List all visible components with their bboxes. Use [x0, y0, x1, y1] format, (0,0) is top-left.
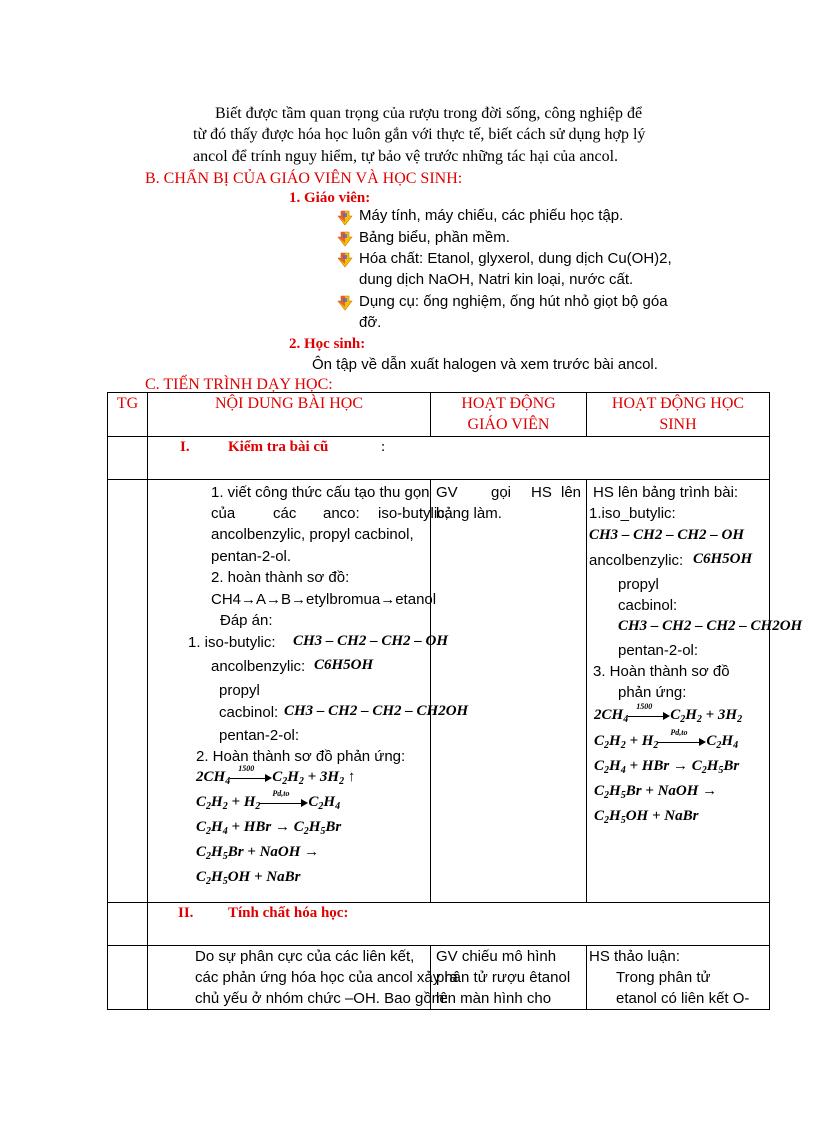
section-c-title: C. TIẾN TRÌNH DẠY HỌC: — [145, 376, 333, 393]
bullet-icon — [337, 295, 353, 316]
teacher-item-3: Hóa chất: Etanol, glyxerol, dung dịch Cu(OH)2, — [359, 250, 672, 267]
reaction-1: $2CH_4$ 1500 $C_2H_2 + 3H_2$ — [594, 701, 743, 725]
bullet-icon — [337, 252, 353, 273]
header-teacher: HOẠT ĐỘNG GIÁO VIÊN — [431, 393, 587, 437]
header-content: NỘI DUNG BÀI HỌC — [148, 393, 431, 437]
header-student: HOẠT ĐỘNG HỌC SINH — [587, 393, 770, 437]
student-cell-1: HS lên bảng trình bài: 1.iso_butylic: CH3 – CH2 – CH2 – OH ancolbenzylic: C6H5OH propyl cacbinol: CH3 – CH2 – CH2 – CH2OH pentan-2-ol: 3. Hoàn thành sơ đồ phản ứng: $2CH_4$ 1500 $C_2H_2 + 3H_2$ $C_2H_2 + H_2$ Pd,to $C_2H_4$ $C_2H_4$ + HBr → $C_2H_5Br$ $C_2H_5Br$ + NaOH → $C_2H_5OH$ + NaBr — [587, 480, 770, 903]
section-1-heading: I. Kiểm tra bài cũ : — [148, 437, 770, 480]
reaction-3: $C_2H_4$ + HBr → $C_2H_5Br$ — [594, 758, 740, 776]
formula: CH3 – CH2 – CH2 – OH — [293, 633, 449, 649]
teacher-heading: 1. Giáo viên: — [289, 190, 371, 206]
section-2-title: Tính chất hóa học: — [228, 905, 349, 921]
teacher-cell-1: GV gọi HS lên bảng làm. — [431, 480, 587, 903]
reaction-5: $C_2H_5OH$ + NaBr — [196, 869, 301, 887]
header-tg: TG — [108, 393, 148, 437]
content-cell-1: 1. viết công thức cấu tạo thu gọn của các anco: iso-butylic, ancolbenzylic, propyl cacbinol, pentan-2-ol. 2. hoàn thành sơ đồ: CH4→A→B→etylbromua→etanol Đáp án: 1. iso-butylic: CH3 – CH2 – CH2 – OH ancolbenzylic: C6H5OH propyl cacbinol: CH3 – CH2 – CH2 – CH2OH pentan-2-ol: 2. Hoàn thành sơ đồ phản ứng: $2CH_4$ 1500 $C_2H_2 + 3H_2$ ↑ $C_2H_2 + H_2$ Pd,to $C_2H_4$ $C_2H_4$ + HBr → $C_2H_5Br$ $C_2H_5Br$ + NaOH → $C_2H_5OH$ + NaBr — [148, 480, 431, 903]
teacher-item-4b: đỡ. — [359, 314, 382, 331]
formula: C6H5OH — [693, 551, 753, 567]
reaction-5: $C_2H_5OH$ + NaBr — [594, 808, 699, 826]
teacher-item-3b: dung dịch NaOH, Natri kin loại, nước cất. — [359, 271, 634, 288]
content-cell-2: Do sự phân cực của các liên kết, các phản ứng hóa học của ancol xảy ra chủ yếu ở nhóm chức –OH. Bao gồm: — [148, 946, 431, 1010]
reaction-2: $C_2H_2 + H_2$ Pd,to $C_2H_4$ — [594, 727, 739, 751]
teacher-item-2: Bảng biểu, phần mềm. — [359, 229, 510, 246]
table-row — [108, 903, 770, 946]
student-heading: 2. Học sinh: — [289, 336, 366, 352]
reaction-2: $C_2H_2 + H_2$ Pd,to $C_2H_4$ — [196, 788, 341, 812]
table-header-row — [108, 393, 770, 437]
intro-line-1: Biết được tầm quan trọng của rượu trong đời sống, công nghiệp để — [215, 105, 643, 122]
reaction-4: $C_2H_5Br$ + NaOH → — [196, 844, 320, 862]
bullet-icon — [337, 210, 353, 231]
reaction-3: $C_2H_4$ + HBr → $C_2H_5Br$ — [196, 819, 342, 837]
section-2-heading: II. Tính chất hóa học: — [148, 903, 770, 946]
teacher-item-1: Máy tính, máy chiếu, các phiếu học tập. — [359, 207, 624, 224]
formula: C6H5OH — [314, 657, 374, 673]
reaction-1: $2CH_4$ 1500 $C_2H_2 + 3H_2$ ↑ — [196, 763, 356, 787]
formula: CH3 – CH2 – CH2 – CH2OH — [618, 618, 803, 634]
table-row — [108, 946, 770, 1010]
section-1-title: Kiểm tra bài cũ — [228, 439, 329, 455]
intro-line-2: từ đó thấy được hóa học luôn gắn với thực tế, biết cách sử dụng hợp lý — [193, 126, 646, 143]
student-cell-2: HS thảo luận: Trong phân tử etanol có liên kết O- — [587, 946, 770, 1010]
formula: CH3 – CH2 – CH2 – OH — [589, 527, 745, 543]
reaction-4: $C_2H_5Br$ + NaOH → — [594, 783, 718, 801]
student-text: Ôn tập về dẫn xuất halogen và xem trước bài ancol. — [312, 356, 658, 373]
teacher-cell-2: GV chiếu mô hình phân tử rượu êtanol lên màn hình cho — [431, 946, 587, 1010]
table-row — [108, 437, 770, 480]
table-row — [108, 480, 770, 903]
bullet-icon — [337, 231, 353, 252]
lesson-table — [107, 392, 803, 1010]
teacher-item-4: Dụng cụ: ống nghiệm, ống hút nhỏ giọt bộ góa — [359, 293, 668, 310]
intro-line-3: ancol để trính nguy hiểm, tự bảo vệ trước những tác hại của ancol. — [193, 148, 619, 165]
formula: CH3 – CH2 – CH2 – CH2OH — [284, 703, 469, 719]
section-b-title: B. CHẨN BỊ CỦA GIÁO VIÊN VÀ HỌC SINH: — [145, 170, 463, 187]
